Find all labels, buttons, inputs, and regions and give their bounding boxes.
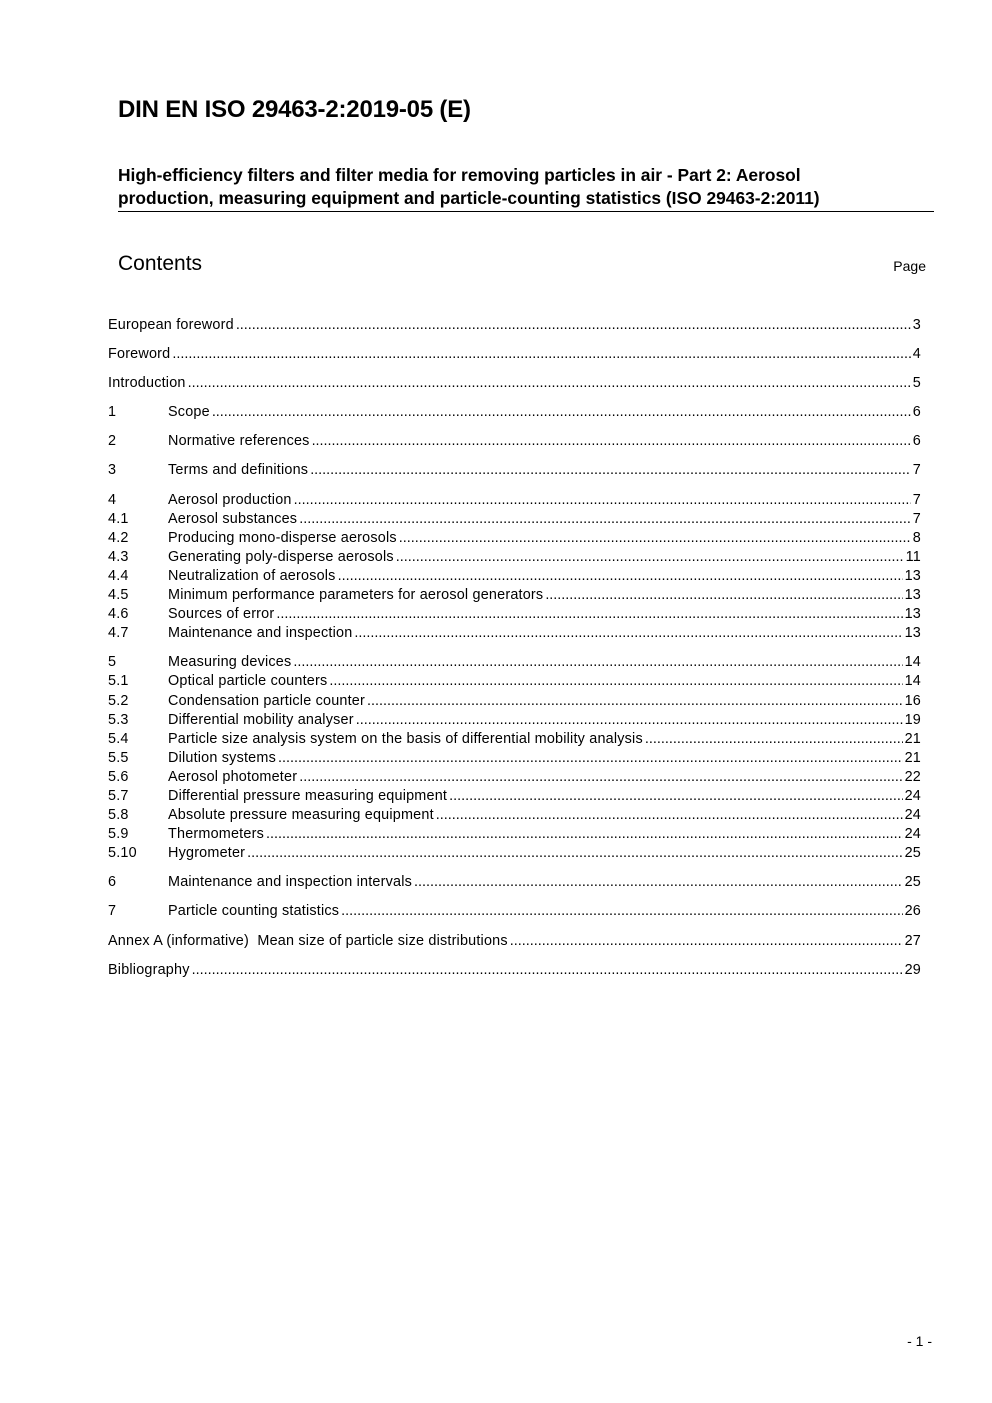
- toc-leader: [278, 749, 903, 768]
- toc-leader: [299, 510, 911, 529]
- toc-entry-page: 8: [912, 529, 921, 546]
- toc-entry-page: 14: [904, 654, 921, 671]
- toc-entry-page: 29: [904, 961, 921, 978]
- toc-entry-title: European foreword: [108, 317, 234, 333]
- toc-leader: [236, 316, 911, 335]
- toc-leader: [341, 902, 902, 921]
- toc-entry-title: Thermometers: [168, 826, 264, 843]
- toc-entry-number: 5.3: [108, 711, 129, 728]
- toc-entry-page: 7: [912, 510, 921, 527]
- toc-entry-title: Generating poly-disperse aerosols: [168, 548, 394, 565]
- toc-entry-title: Mean size of particle size distributions: [257, 932, 508, 949]
- toc-entry-number: 5.8: [108, 807, 129, 824]
- toc-entry[interactable]: [108, 961, 921, 980]
- toc-entry-page: 25: [904, 874, 921, 891]
- toc-entry[interactable]: [108, 374, 921, 393]
- toc-entry-title: Neutralization of aerosols: [168, 567, 336, 584]
- toc-entry-number: 6: [108, 874, 117, 891]
- toc-entry-page: 13: [904, 625, 921, 642]
- toc-entry[interactable]: [108, 316, 921, 335]
- toc-annex-label: [108, 932, 508, 951]
- toc-entry-page: 16: [904, 692, 921, 709]
- table-of-contents: [108, 316, 921, 980]
- toc-entry-page: 22: [904, 768, 921, 785]
- page-column-heading: Page: [893, 258, 926, 274]
- toc-entry-title: Aerosol production: [168, 491, 292, 508]
- toc-entry[interactable]: [108, 605, 921, 624]
- toc-entry[interactable]: [108, 345, 921, 364]
- toc-entry-page: 14: [904, 673, 921, 690]
- document-title-line-2: production, measuring equipment and particle-counting statistics (ISO 29463-2:2011): [118, 188, 820, 208]
- toc-leader: [276, 605, 902, 624]
- toc-entry-page: 5: [912, 375, 921, 392]
- toc-entry-page: 11: [905, 548, 921, 565]
- toc-leader: [310, 461, 911, 480]
- toc-entry-page: 21: [904, 730, 921, 747]
- toc-leader: [436, 806, 903, 825]
- toc-entry-page: 7: [912, 491, 921, 508]
- toc-entry-number: 5.10: [108, 845, 137, 862]
- toc-entry-title: Producing mono-disperse aerosols: [168, 529, 397, 546]
- toc-entry-number: 5: [108, 654, 117, 671]
- toc-leader: [299, 768, 902, 787]
- toc-leader: [329, 672, 902, 691]
- toc-entry-title: Dilution systems: [168, 749, 276, 766]
- toc-entry-page: 13: [904, 567, 921, 584]
- toc-entry[interactable]: [108, 825, 921, 844]
- toc-entry-title: Measuring devices: [168, 654, 292, 671]
- toc-entry-title: Hygrometer: [168, 845, 246, 862]
- toc-entry-title: Aerosol substances: [168, 510, 298, 527]
- toc-entry-title: Condensation particle counter: [168, 692, 365, 709]
- toc-leader: [293, 653, 902, 672]
- toc-leader: [396, 548, 904, 567]
- toc-entry-page: 3: [912, 317, 921, 333]
- toc-entry-page: 24: [904, 787, 921, 804]
- toc-entry-number: 5.6: [108, 768, 129, 785]
- toc-entry-number: 5.7: [108, 787, 129, 804]
- toc-entry-title: Scope: [168, 404, 210, 421]
- toc-leader: [266, 825, 903, 844]
- toc-leader: [449, 787, 902, 806]
- toc-entry-number: 4.5: [108, 587, 129, 604]
- toc-leader: [338, 567, 903, 586]
- page-number: - 1 -: [907, 1333, 932, 1349]
- document-title-line-1: High-efficiency filters and filter media for removing particles in air - Part 2: Aerosol: [118, 165, 801, 185]
- toc-entry-page: 21: [904, 749, 921, 766]
- toc-entry-number: 7: [108, 903, 117, 920]
- toc-leader: [356, 711, 903, 730]
- toc-entry[interactable]: [108, 586, 921, 605]
- document-id: DIN EN ISO 29463-2:2019-05 (E): [118, 96, 471, 123]
- toc-entry-page: 6: [912, 404, 921, 421]
- toc-entry[interactable]: [108, 529, 921, 548]
- toc-leader: [510, 932, 903, 951]
- toc-entry-page: 26: [904, 903, 921, 920]
- toc-entry-number: 5.9: [108, 826, 129, 843]
- toc-entry-page: 13: [904, 587, 921, 604]
- annex-note: (informative): [166, 932, 249, 949]
- toc-entry[interactable]: [108, 711, 921, 730]
- toc-entry-number: 4.2: [108, 529, 129, 546]
- toc-entry[interactable]: [108, 768, 921, 787]
- toc-entry-number: 2: [108, 433, 117, 450]
- toc-entry-title: Aerosol photometer: [168, 768, 298, 785]
- toc-entry-page: 13: [904, 606, 921, 623]
- toc-leader: [172, 345, 910, 364]
- toc-entry-number: 4.3: [108, 548, 129, 565]
- toc-entry[interactable]: [108, 806, 921, 825]
- contents-heading: Contents: [118, 252, 203, 275]
- toc-entry-title: Absolute pressure measuring equipment: [168, 807, 434, 824]
- toc-leader: [312, 432, 911, 451]
- toc-entry[interactable]: [108, 692, 921, 711]
- toc-entry-page: 25: [904, 845, 921, 862]
- toc-entry[interactable]: [108, 567, 921, 586]
- toc-entry-number: 3: [108, 462, 117, 479]
- toc-entry-title: Terms and definitions: [168, 462, 309, 479]
- toc-entry[interactable]: [108, 403, 921, 422]
- toc-leader: [645, 730, 903, 749]
- toc-entry-number: 5.4: [108, 730, 129, 747]
- toc-entry-title: Sources of error: [168, 606, 275, 623]
- toc-entry-number: 5.2: [108, 692, 129, 709]
- toc-entry-title: Normative references: [168, 433, 310, 450]
- toc-entry-title: Optical particle counters: [168, 673, 328, 690]
- toc-entry-page: 7: [912, 462, 921, 479]
- toc-entry[interactable]: [108, 730, 921, 749]
- toc-entry-title: Differential mobility analyser: [168, 711, 354, 728]
- toc-entry-number: 4.4: [108, 567, 129, 584]
- toc-entry[interactable]: [108, 491, 921, 510]
- document-title: [118, 164, 934, 212]
- toc-entry-page: 19: [904, 711, 921, 728]
- toc-entry-number: 4: [108, 491, 117, 508]
- toc-entry-number: 4.7: [108, 625, 129, 642]
- toc-entry-number: 5.5: [108, 749, 129, 766]
- annex-label: Annex A: [108, 932, 163, 949]
- toc-leader: [294, 491, 911, 510]
- toc-leader: [212, 403, 911, 422]
- toc-leader: [414, 873, 903, 892]
- toc-entry[interactable]: [108, 787, 921, 806]
- toc-entry-number: 5.1: [108, 673, 129, 690]
- toc-entry-title: Introduction: [108, 375, 186, 392]
- toc-entry-page: 24: [904, 807, 921, 824]
- toc-entry-number: 4.6: [108, 606, 129, 623]
- toc-entry[interactable]: [108, 873, 921, 892]
- toc-leader: [247, 844, 902, 863]
- toc-entry-page: 4: [912, 346, 921, 363]
- toc-entry-page: 24: [904, 826, 921, 843]
- toc-entry[interactable]: [108, 432, 921, 451]
- toc-entry[interactable]: [108, 548, 921, 567]
- toc-entry-title: Bibliography: [108, 961, 190, 978]
- toc-entry-title: Particle size analysis system on the basis of differential mobility analysis: [168, 730, 643, 747]
- toc-entry-title: Maintenance and inspection: [168, 625, 353, 642]
- toc-entry-number: 4.1: [108, 510, 129, 527]
- toc-entry-title: Particle counting statistics: [168, 903, 340, 920]
- toc-entry-page: 6: [912, 433, 921, 450]
- toc-leader: [367, 692, 903, 711]
- toc-leader: [354, 624, 902, 643]
- toc-entry[interactable]: [108, 902, 921, 921]
- toc-entry-page: 27: [904, 932, 921, 949]
- toc-entry[interactable]: [108, 672, 921, 691]
- toc-entry[interactable]: [108, 844, 921, 863]
- toc-entry-title: Differential pressure measuring equipment: [168, 787, 448, 804]
- toc-leader: [545, 586, 902, 605]
- toc-entry[interactable]: [108, 624, 921, 643]
- toc-entry-title: Maintenance and inspection intervals: [168, 874, 412, 891]
- toc-entry-number: 1: [108, 404, 117, 421]
- toc-entry-title: Minimum performance parameters for aerosol generators: [168, 587, 544, 604]
- toc-leader: [399, 529, 911, 548]
- toc-entry-title: Foreword: [108, 346, 171, 363]
- toc-entry[interactable]: [108, 461, 921, 480]
- toc-leader: [192, 961, 903, 980]
- toc-entry[interactable]: [108, 653, 921, 672]
- toc-leader: [188, 374, 911, 393]
- toc-entry-annex[interactable]: [108, 932, 921, 951]
- toc-entry[interactable]: [108, 749, 921, 768]
- toc-entry[interactable]: [108, 510, 921, 529]
